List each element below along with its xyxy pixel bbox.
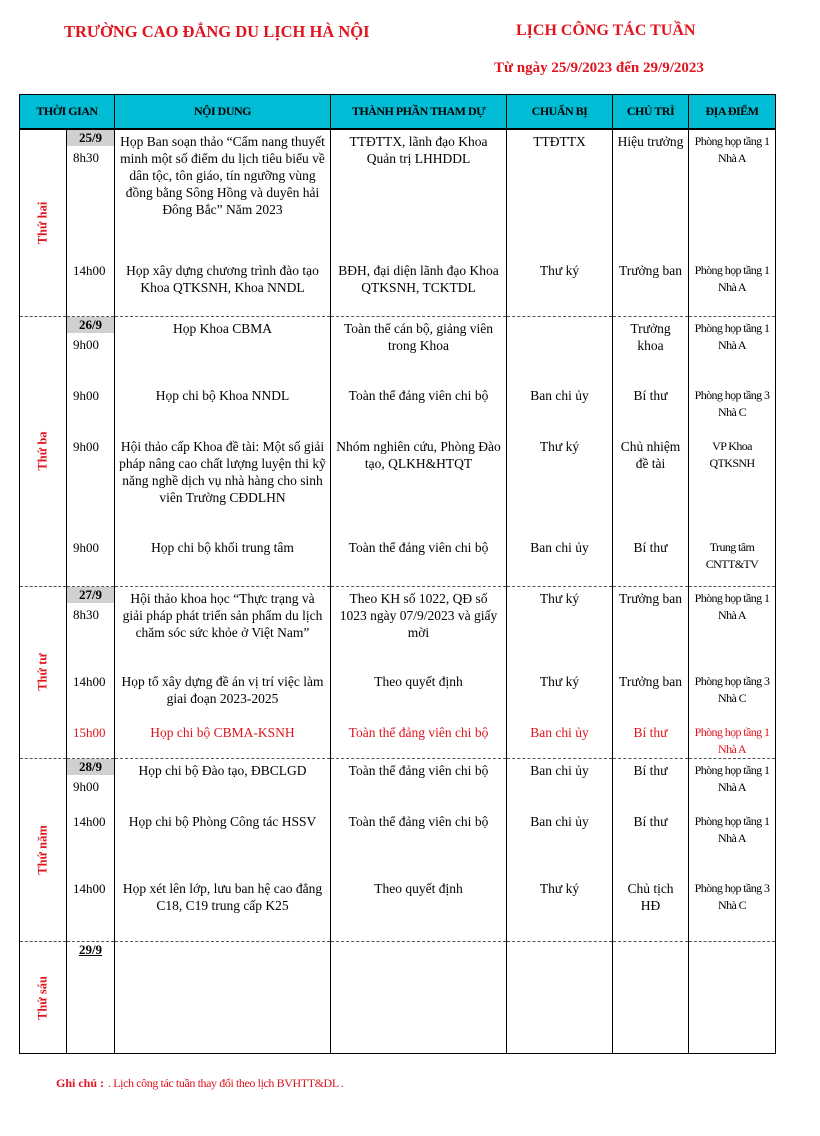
host-cell xyxy=(613,942,689,1054)
host-cell xyxy=(613,586,689,670)
participants-cell xyxy=(331,759,507,810)
day-name: Thứ sáu xyxy=(35,975,50,1020)
preparation-text: Ban chi ủy xyxy=(530,763,589,778)
content-cell xyxy=(115,670,331,721)
location-text: Trung tâm CNTT&TV xyxy=(705,540,759,571)
preparation-text: Thư ký xyxy=(539,674,580,689)
content-text: Họp Ban soạn thảo “Cẩm nang thuyết minh một số điểm du lịch tiêu biểu về dân tộc, tôn giáo, tín ngưỡng vùng đồng bằng Sông Hồng và duyên hải Đông Bắc” Năm 2023 xyxy=(120,134,325,217)
time-cell xyxy=(67,586,115,670)
day-name: Thứ hai xyxy=(35,201,50,245)
host-cell xyxy=(613,316,689,384)
participants-text: Theo KH số 1022, QĐ số 1023 ngày 07/9/2023 và giấy mời xyxy=(339,590,498,640)
time-label: 8h30 xyxy=(73,606,99,622)
time-label: 14h00 xyxy=(73,880,106,896)
location-text: Phòng họp tầng 3 Nhà C xyxy=(694,674,770,705)
content-cell xyxy=(115,759,331,810)
time-cell xyxy=(67,536,115,586)
participants-text: Theo quyết định xyxy=(374,674,463,689)
time-label: 14h00 xyxy=(73,263,106,278)
preparation-cell xyxy=(507,942,613,1054)
content-text: Họp chi bộ Đào tạo, ĐBCLGD xyxy=(138,763,307,778)
host-cell xyxy=(613,259,689,316)
participants-text: Theo quyết định xyxy=(374,880,463,896)
host-cell xyxy=(613,435,689,536)
footnote-label: Ghi chú : xyxy=(56,1076,105,1090)
location-text: Phòng họp tầng 1 Nhà A xyxy=(694,813,770,845)
location-text: Phòng họp tầng 1 Nhà A xyxy=(694,263,770,294)
content-text: Họp xây dựng chương trình đào tạo Khoa QTKSNH, Khoa NNDL xyxy=(126,263,319,295)
content-cell xyxy=(115,259,331,316)
content-cell xyxy=(115,536,331,586)
host-cell xyxy=(613,670,689,721)
location-cell xyxy=(689,129,776,259)
preparation-cell xyxy=(507,586,613,670)
location-cell xyxy=(689,536,776,586)
day-name: Thứ tư xyxy=(35,653,50,692)
time-cell xyxy=(67,877,115,942)
participants-text: Toàn thể đảng viên chi bộ xyxy=(348,540,489,555)
time-cell xyxy=(67,384,115,435)
host-cell xyxy=(613,759,689,810)
participants-text: Toàn thể đảng viên chi bộ xyxy=(348,725,489,740)
location-text: Phòng họp tầng 3 Nhà C xyxy=(694,880,770,912)
day-cell xyxy=(20,942,67,1054)
date-range: Từ ngày 25/9/2023 đến 29/9/2023 xyxy=(494,60,704,76)
host-cell xyxy=(613,721,689,759)
host-cell xyxy=(613,129,689,259)
location-cell xyxy=(689,259,776,316)
time-cell xyxy=(67,721,115,759)
time-label: 9h00 xyxy=(73,388,99,403)
day-cell xyxy=(20,759,67,942)
content-cell xyxy=(115,316,331,384)
table-row xyxy=(20,810,776,877)
host-text: Trưởng khoa xyxy=(630,320,671,353)
location-cell xyxy=(689,942,776,1054)
table-row xyxy=(20,316,776,384)
participants-cell xyxy=(331,721,507,759)
content-text xyxy=(115,942,330,945)
location-text xyxy=(689,942,775,945)
host-text: Bí thư xyxy=(633,540,668,555)
date-label: 28/9 xyxy=(67,759,114,775)
time-label: 15h00 xyxy=(73,725,106,740)
participants-text xyxy=(331,942,506,945)
time-cell xyxy=(67,942,115,1054)
table-row xyxy=(20,721,776,759)
participants-cell xyxy=(331,670,507,721)
content-text: Họp chi bộ CBMA-KSNH xyxy=(150,725,295,740)
content-text: Họp xét lên lớp, lưu ban hệ cao đẳng C18, C19 trung cấp K25 xyxy=(122,880,323,913)
table-row xyxy=(20,670,776,721)
footnote xyxy=(56,1076,344,1091)
content-cell xyxy=(115,586,331,670)
participants-text: Toàn thể đảng viên chi bộ xyxy=(348,388,489,403)
content-text: Họp tổ xây dựng đề án vị trí việc làm giai đoạn 2023-2025 xyxy=(121,674,324,706)
preparation-text: Ban chi ủy xyxy=(530,388,589,403)
host-text: Chủ nhiệm đề tài xyxy=(620,439,681,471)
col-header-host: CHỦ TRÌ xyxy=(613,95,689,130)
location-text: Phòng họp tầng 1 Nhà A xyxy=(694,763,770,794)
participants-cell xyxy=(331,536,507,586)
host-text: Hiệu trưởng xyxy=(617,134,684,149)
date-label: 27/9 xyxy=(67,587,114,603)
preparation-text: Thư ký xyxy=(539,590,580,606)
day-name: Thứ ba xyxy=(35,431,50,471)
preparation-text: TTĐTTX xyxy=(533,134,586,149)
table-row xyxy=(20,259,776,316)
participants-cell xyxy=(331,586,507,670)
time-label: 14h00 xyxy=(73,813,106,829)
table-row xyxy=(20,877,776,942)
location-cell xyxy=(689,316,776,384)
preparation-text: Ban chi ủy xyxy=(530,813,589,829)
location-text: Phòng họp tầng 1 Nhà A xyxy=(694,725,770,756)
content-text: Họp chi bộ Khoa NNDL xyxy=(155,388,290,403)
preparation-text xyxy=(507,317,612,320)
preparation-cell xyxy=(507,759,613,810)
preparation-cell xyxy=(507,721,613,759)
participants-text: Toàn thể đảng viên chi bộ xyxy=(348,763,489,778)
location-cell xyxy=(689,586,776,670)
time-label: 9h00 xyxy=(73,439,99,454)
location-text: VP Khoa QTKSNH xyxy=(709,439,755,470)
host-text: Bí thư xyxy=(633,725,668,740)
host-text: Trưởng ban xyxy=(618,263,683,278)
table-header xyxy=(20,95,776,130)
preparation-cell xyxy=(507,129,613,259)
content-cell xyxy=(115,384,331,435)
col-header-content: NỘI DUNG xyxy=(115,95,331,130)
footnote-text: . Lịch công tác tuần thay đổi theo lịch BVHTT&DL . xyxy=(108,1076,344,1090)
host-text: Bí thư xyxy=(633,813,668,829)
date-label: 26/9 xyxy=(67,317,114,333)
table-body xyxy=(20,129,776,1054)
time-label: 9h00 xyxy=(73,336,99,352)
host-text: Bí thư xyxy=(633,388,668,403)
table-row xyxy=(20,384,776,435)
host-cell xyxy=(613,536,689,586)
day-name: Thứ năm xyxy=(35,825,50,875)
time-cell xyxy=(67,435,115,536)
content-text: Hội thảo khoa học “Thực trạng và giải pháp phát triển sản phẩm du lịch chăm sóc sức khỏe ở Việt Nam” xyxy=(122,590,323,640)
time-label xyxy=(67,958,114,961)
preparation-cell xyxy=(507,316,613,384)
participants-cell xyxy=(331,259,507,316)
host-text xyxy=(613,942,688,945)
location-text: Phòng họp tầng 1 Nhà A xyxy=(694,134,770,165)
time-label: 9h00 xyxy=(73,540,99,555)
participants-cell xyxy=(331,384,507,435)
time-cell xyxy=(67,316,115,384)
table-row xyxy=(20,942,776,1054)
preparation-cell xyxy=(507,877,613,942)
host-text: Trưởng ban xyxy=(618,674,683,689)
date-label: 25/9 xyxy=(67,130,114,146)
table-row xyxy=(20,129,776,259)
host-cell xyxy=(613,877,689,942)
table-row xyxy=(20,435,776,536)
content-cell xyxy=(115,877,331,942)
preparation-text xyxy=(507,942,612,945)
preparation-text: Ban chi ủy xyxy=(530,540,589,555)
content-cell xyxy=(115,942,331,1054)
content-text: Họp chi bộ Phòng Công tác HSSV xyxy=(128,813,317,829)
preparation-text: Thư ký xyxy=(539,880,580,896)
content-text: Họp Khoa CBMA xyxy=(172,320,272,336)
host-cell xyxy=(613,384,689,435)
content-cell xyxy=(115,435,331,536)
location-cell xyxy=(689,435,776,536)
location-text: Phòng họp tầng 1 Nhà A xyxy=(694,590,770,622)
content-text: Hội thảo cấp Khoa đề tài: Một số giải pháp nâng cao chất lượng luyện thi kỹ năng nghề dịch vụ nhà hàng cho sinh viên Trường CĐDLHN xyxy=(119,439,326,505)
col-header-time: THỜI GIAN xyxy=(20,95,115,130)
location-cell xyxy=(689,810,776,877)
day-cell xyxy=(20,129,67,316)
host-text: Bí thư xyxy=(633,763,668,778)
time-cell xyxy=(67,129,115,259)
location-text: Phòng họp tầng 3 Nhà C xyxy=(694,388,770,419)
preparation-text: Ban chi ủy xyxy=(530,725,589,740)
host-cell xyxy=(613,810,689,877)
preparation-text: Thư ký xyxy=(539,263,580,278)
location-cell xyxy=(689,721,776,759)
time-cell xyxy=(67,670,115,721)
location-cell xyxy=(689,877,776,942)
table-row xyxy=(20,586,776,670)
preparation-cell xyxy=(507,670,613,721)
participants-text: BĐH, đại diện lãnh đạo Khoa QTKSNH, TCKTDL xyxy=(338,263,499,295)
table-row xyxy=(20,536,776,586)
location-cell xyxy=(689,670,776,721)
participants-cell xyxy=(331,316,507,384)
table-row xyxy=(20,759,776,810)
participants-text: Toàn thể cán bộ, giảng viên trong Khoa xyxy=(343,320,493,353)
participants-text: Nhóm nghiên cứu, Phòng Đào tạo, QLKH&HTQT xyxy=(336,439,501,471)
content-cell xyxy=(115,721,331,759)
host-text: Trưởng ban xyxy=(618,590,683,606)
preparation-cell xyxy=(507,384,613,435)
col-header-participants: THÀNH PHẦN THAM DỰ xyxy=(331,95,507,130)
time-label: 14h00 xyxy=(73,674,106,689)
day-cell xyxy=(20,586,67,759)
time-label: 9h00 xyxy=(73,779,99,794)
location-cell xyxy=(689,384,776,435)
preparation-cell xyxy=(507,810,613,877)
school-name: TRƯỜNG CAO ĐẲNG DU LỊCH HÀ NỘI xyxy=(64,22,370,41)
preparation-cell xyxy=(507,536,613,586)
preparation-text: Thư ký xyxy=(539,439,580,454)
host-text: Chủ tịch HĐ xyxy=(627,880,674,913)
day-cell xyxy=(20,316,67,586)
preparation-cell xyxy=(507,259,613,316)
participants-cell xyxy=(331,129,507,259)
time-cell xyxy=(67,759,115,810)
col-header-location: ĐỊA ĐIỂM xyxy=(689,95,776,130)
time-label: 8h30 xyxy=(73,150,99,165)
participants-cell xyxy=(331,942,507,1054)
participants-cell xyxy=(331,810,507,877)
date-label: 29/9 xyxy=(78,942,103,957)
preparation-cell xyxy=(507,435,613,536)
time-cell xyxy=(67,259,115,316)
weekly-schedule-table xyxy=(19,94,776,1054)
participants-text: TTĐTTX, lãnh đạo Khoa Quản trị LHHDDL xyxy=(349,134,488,166)
location-cell xyxy=(689,759,776,810)
content-cell xyxy=(115,810,331,877)
participants-cell xyxy=(331,877,507,942)
time-cell xyxy=(67,810,115,877)
content-cell xyxy=(115,129,331,259)
participants-text: Toàn thể đảng viên chi bộ xyxy=(348,813,489,829)
col-header-preparation: CHUẨN BỊ xyxy=(507,95,613,130)
location-text: Phòng họp tầng 1 Nhà A xyxy=(694,320,770,352)
participants-cell xyxy=(331,435,507,536)
content-text: Họp chi bộ khối trung tâm xyxy=(151,540,294,555)
document-title: LỊCH CÔNG TÁC TUẦN xyxy=(516,22,696,39)
